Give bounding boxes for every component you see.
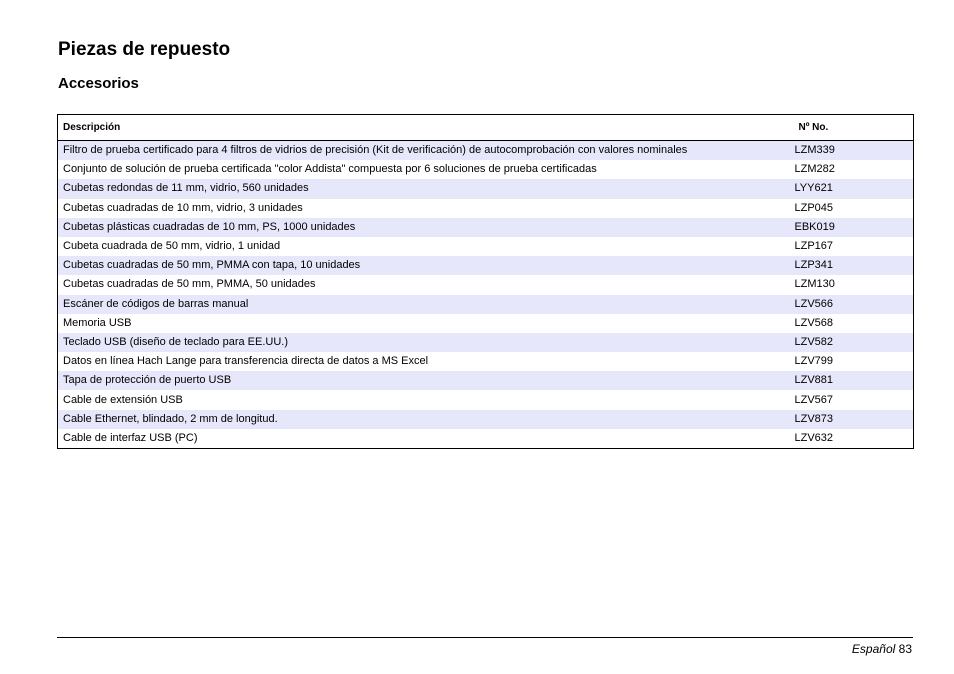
row-description: Tapa de protección de puerto USB (58, 371, 776, 390)
row-number: LZM339 (776, 141, 914, 161)
row-description: Cubeta cuadrada de 50 mm, vidrio, 1 unidad (63, 240, 281, 253)
row-number: LZM130 (794, 278, 835, 291)
row-description: Cubetas plásticas cuadradas de 10 mm, PS, 1000 unidades (58, 218, 776, 237)
row-description: Cubetas cuadradas de 50 mm, PMMA con tapa, 10 unidades (58, 256, 776, 275)
header-number: Nº No. (776, 115, 914, 141)
row-number: LYY621 (776, 179, 914, 198)
row-number: LZV582 (776, 333, 914, 352)
footer-page-number: 83 (898, 642, 912, 656)
row-number: LZV873 (776, 410, 914, 429)
row-number: LZV632 (794, 431, 834, 444)
table-row (58, 179, 914, 198)
table-row (58, 295, 914, 314)
row-number: LZM282 (794, 163, 835, 176)
row-description: Cubetas redondas de 11 mm, vidrio, 560 unidades (58, 179, 776, 198)
row-number: LZP341 (776, 256, 914, 275)
row-description: Conjunto de solución de prueba certificada "color Addista" compuesta por 6 soluciones de prueba certificadas (63, 163, 597, 176)
table-body (58, 141, 914, 449)
row-number: LZV566 (776, 295, 914, 314)
footer-divider (57, 637, 913, 638)
header-description: Descripción (58, 115, 776, 141)
row-description: Cubetas cuadradas de 50 mm, PMMA, 50 unidades (63, 278, 316, 291)
row-description: Cable Ethernet, blindado, 2 mm de longitud. (58, 410, 776, 429)
table-row (58, 333, 914, 352)
row-number: LZP167 (794, 240, 834, 253)
row-number: LZV567 (794, 393, 834, 406)
table-row (58, 314, 914, 333)
row-number: EBK019 (776, 218, 914, 237)
table-row (58, 237, 914, 256)
row-description: Memoria USB (63, 316, 132, 329)
table-row (58, 390, 914, 409)
table-row (58, 371, 914, 390)
row-description: Datos en línea Hach Lange para transferencia directa de datos a MS Excel (63, 355, 429, 368)
row-description: Cable de extensión USB (63, 393, 183, 406)
page-title: Piezas de repuesto (58, 39, 231, 60)
table-row (58, 352, 914, 371)
table-header-row (58, 115, 914, 141)
row-number: LZV881 (776, 371, 914, 390)
row-description: Escáner de códigos de barras manual (58, 295, 776, 314)
table-row (58, 199, 914, 218)
table-row (58, 410, 914, 429)
table-row (58, 429, 914, 449)
section-title: Accesorios (58, 75, 139, 92)
row-number: LZV568 (794, 316, 834, 329)
table-row (58, 218, 914, 237)
table-row (58, 256, 914, 275)
footer-language: Español (851, 642, 896, 656)
row-number: LZV799 (794, 355, 834, 368)
row-number: LZP045 (794, 201, 834, 214)
row-description: Teclado USB (diseño de teclado para EE.UU.) (58, 333, 776, 352)
accessories-table (57, 114, 914, 449)
row-description: Cubetas cuadradas de 10 mm, vidrio, 3 unidades (63, 201, 303, 214)
table-row (58, 275, 914, 294)
page-footer (852, 642, 912, 656)
row-description: Cable de interfaz USB (PC) (63, 431, 198, 444)
row-description: Filtro de prueba certificado para 4 filtros de vidrios de precisión (Kit de verificación) de autocomprobación con valores nominales (58, 141, 776, 161)
table-row (58, 141, 914, 161)
table-row (58, 160, 914, 179)
